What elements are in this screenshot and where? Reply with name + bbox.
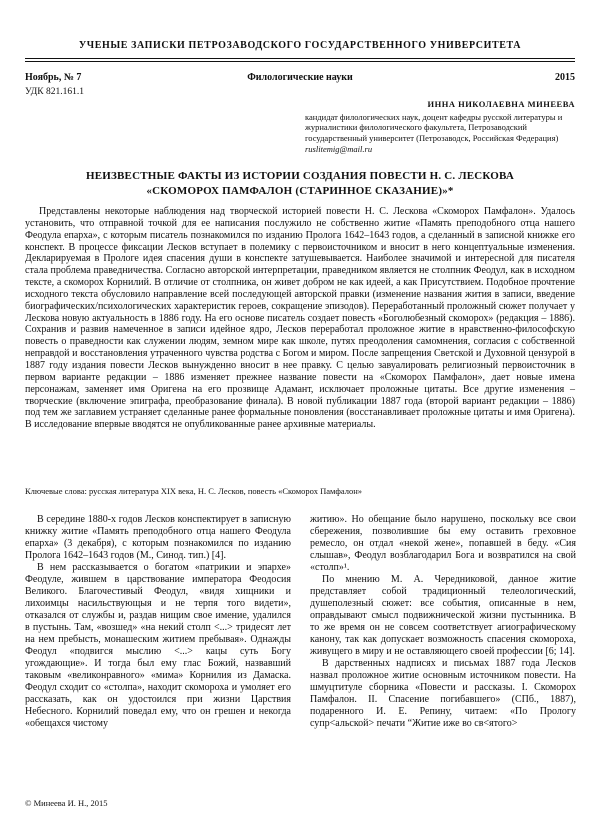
author-email[interactable]: ruslitemig@mail.ru [305, 143, 373, 154]
body-column-right [310, 514, 576, 730]
udk-code: УДК 821.161.1 [25, 87, 84, 97]
copyright-footer: © Минеева И. Н., 2015 [25, 798, 108, 808]
title-line-2: «СКОМОРОХ ПАМФАЛОН (СТАРИННОЕ СКАЗАНИЕ)»* [146, 185, 454, 198]
issue-label: Ноябрь, № 7 [25, 72, 82, 83]
body-paragraph: житию». Но обещание было нарушено, поскольку все свои сбережения, позволившие бы ему оставить греховное ремесло, он отдал «некой жене», попавшей в беду. «Сия слышав», Феодул возблагодарил Бога и возвратился на свой «столп»¹. [310, 514, 576, 573]
author-block [305, 99, 575, 154]
header-rule-top [25, 58, 575, 59]
abstract [25, 206, 575, 431]
header-rule-bottom [25, 61, 575, 62]
year-label: 2015 [555, 72, 575, 83]
article-title [25, 169, 575, 200]
body-column-left [25, 514, 291, 730]
abstract-text: Представлены некоторые наблюдения над творческой историей повести Н. С. Лескова «Скоморох Памфалон». Удалось установить, что отправной точкой для ее написания послужило не собственно житие «Память преподобного отца нашего Феодула епарха», с которым писатель познакомился по изданию Пролога 1642–1643 годов, а сделанный в записной книжке его конспект. В процессе фиксации Лесков вступает в полемику с первоисточником и вносит в него концептуальные изменения. Декларируемая в Прологе идея спасения души в конспекте затушевывается. Наиболее значимой и интересной для писателя стала проблема праведничества. Согласно авторской интерпретации, праведником является не столпник Феодул, как в исходном тексте, а скоморох Корнилий. В отличие от столпника, он живет добром не как идеей, а как Присутствием. Подобное прочтение исходного текста обусловило направление всей последующей авторской правки (изменение названия жития в записи, введение биографических/психологических характеристик героев, сокращение эпизодов). Переработанный проложный сюжет получает у Лескова новую актуальность в 1886 году. На его основе писатель создает повесть «Боголюбезный скоморох» (редакция – 1886). Сохранив и развив намеченное в записи идейное ядро, Лесков переработал проложное житие в нравственно-философскую повесть о праведности как служении людям, земном мире как школе, путях преодоления самомнения, согласия с собственной неправдой и восстановления утраченного чувства родства с Богом и миром. После запрещения Светской и Духовной цензурой в 1887 году издания повести Лесков вынужденно вносит в нее правку. С целью завуалировать религиозный первоисточник в первом варианте редакции – 1886 изменяет прежнее название повести на «Скоморох Памфалон», дает новые имена персонажам, заменяет имя Оригена на его прозвище Адамант, исключает проложные цитаты. Все другие изменения – творческие (включение эпиграфа, преобразование финала). В новой публикации 1887 года (второй вариант редакции – 1886) под тем же заглавием устраняет сделанные ранее формальные поновления (восстанавливает проложные цитаты и имя Оригена). В исследование впервые вводятся не опубликованные ранее архивные материалы. [25, 206, 575, 431]
body-paragraph: По мнению М. А. Чередниковой, данное житие представляет собой традиционный телеологический, душеполезный сюжет: все события, описанные в нем, оправдывают смысл подвижнической жизни пустынника. В то же время он не совсем соответствует агиографическому канону, так как допускает возможность спасения скомороха, живущего в миру и не оставляющего своей профессии [6; 14]. [310, 574, 576, 657]
journal-title: УЧЕНЫЕ ЗАПИСКИ ПЕТРОЗАВОДСКОГО ГОСУДАРСТВЕННОГО УНИВЕРСИТЕТА [78, 40, 522, 51]
section-label: Филологические науки [247, 72, 353, 83]
author-affiliation: кандидат филологических наук, доцент кафедры русской литературы и журналистики филологического факультета, Петрозаводский государственный университет (Петрозаводск, Российская Федерация) [305, 111, 563, 143]
author-name: ИННА НИКОЛАЕВНА МИНЕЕВА [427, 99, 575, 109]
title-line-1: НЕИЗВЕСТНЫЕ ФАКТЫ ИЗ ИСТОРИИ СОЗДАНИЯ ПОВЕСТИ Н. С. ЛЕСКОВА [85, 170, 515, 182]
keywords: Ключевые слова: русская литература XIX века, Н. С. Лесков, повесть «Скоморох Памфалон» [25, 486, 362, 496]
body-paragraph: В нем рассказывается о богатом «патрикии и эпархе» Феодуле, жившем в царствование императора Феодосия Великого. Благочестивый Феодул, «видя хищники и лихоимцы насильствующыя и не терпя того видети», отказался от службы и, раздав нищим свое имение, удалился в пустынь. Там, «возшед» «на некий столп <...> тридесят лет на нем пребысть, монашеским житием пребывая». Однажды Феодул «подвигся мыслию <...> кацы суть Богу угождающие». И тогда был ему глас Божий, назвавший таковым «великонравного» «мима» Корнилия из Дамаска. Феодул сходит со «столпа», находит скомороха и умоляет его рассказать, как он удостоился при жизни Царствия Небесного. Корнилий поведал ему, что он грешен и некогда «обещахся чистому [25, 562, 291, 729]
body-paragraph: В дарственных надписях и письмах 1887 года Лесков назвал проложное житие основным источником повести. На шмуцтитуле сборника «Повести и рассказы. I. Скоморох Памфалон. II. Спасение погибавшего» (СПб., 1887), подаренного И. Е. Репину, читаем: «По Прологу супр<альской> печати “Житие иже во св<ятого> [310, 658, 576, 729]
body-paragraph: В середине 1880-х годов Лесков конспектирует в записную книжку житие «Память преподобного отца нашего Феодула епарха» (3 декабря), с которым познакомился по изданию Пролога 1642–1643 годов (М., Синод. тип.) [4]. [25, 514, 291, 561]
